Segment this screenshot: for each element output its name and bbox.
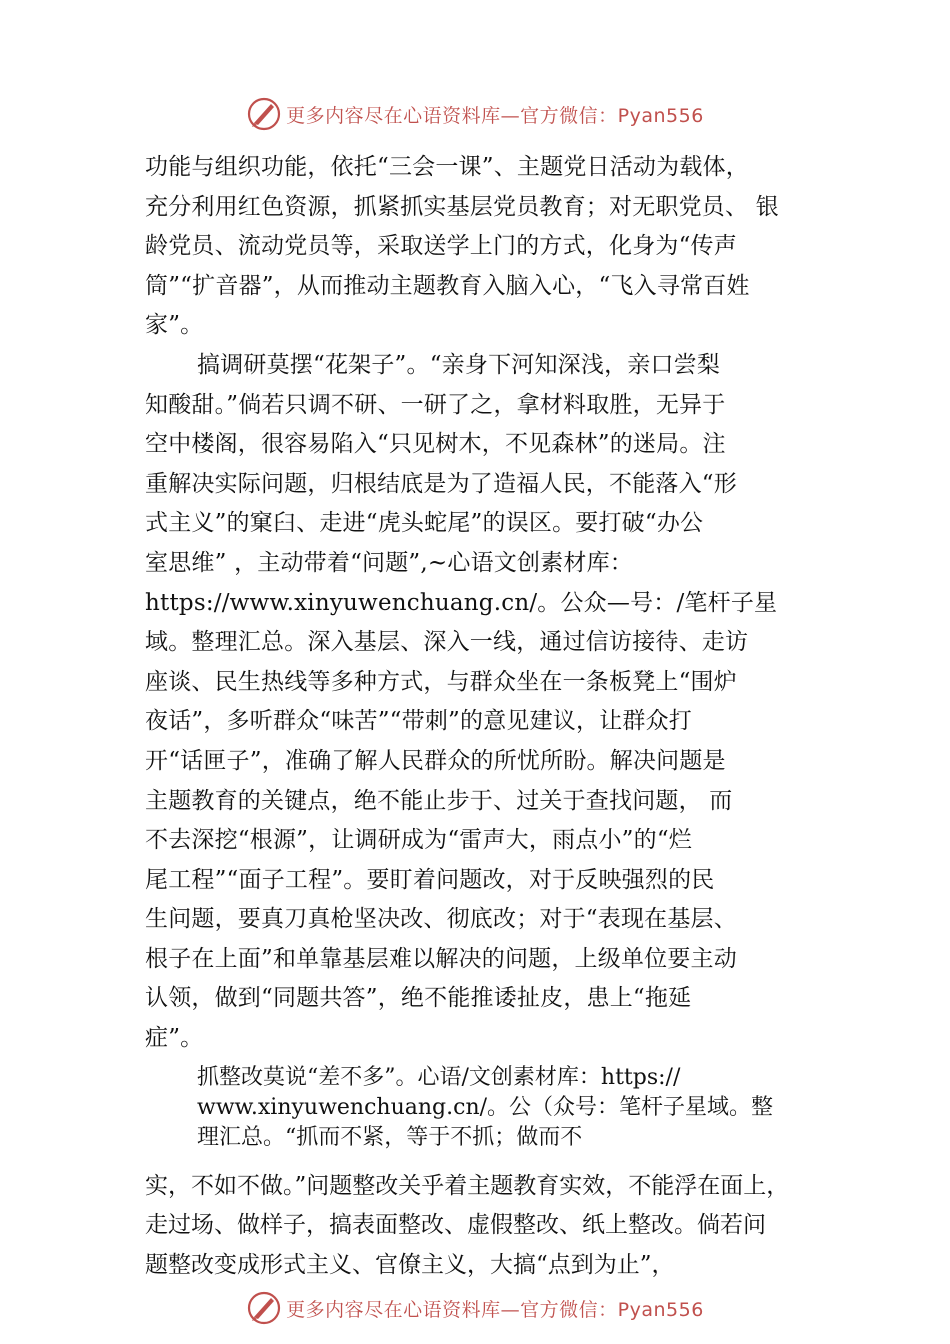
paragraph-2 [145, 346, 835, 1059]
text-line: www.xinyuwenchuang.cn/。公（众号：笔杆子星域。整 [197, 1094, 774, 1120]
text-line: 实，不如不做。”问题整改关乎着主题教育实效，不能浮在面上， [145, 1172, 790, 1199]
text-line: 生问题，要真刀真枪坚决改、彻底改；对于“表现在基层、 [145, 906, 737, 933]
text-line: 域。整理汇总。深入基层、深入一线，通过信访接待、走访 [145, 629, 749, 656]
document-body [145, 148, 835, 1285]
text-line: 不去深挖“根源”，让调研成为“雷声大，雨点小”的“烂 [145, 827, 692, 854]
text-line: 夜话”，多听群众“味苦”“带刺”的意见建议，让群众打 [145, 708, 692, 735]
text-line: 根子在上面”和单靠基层难以解决的问题，上级单位要主动 [145, 945, 737, 972]
text-line: 认领，做到“同题共答”，绝不能推诿扯皮，患上“拖延 [145, 985, 692, 1012]
text-line: 座谈、民生热线等多种方式，与群众坐在一条板凳上“围炉 [145, 668, 737, 695]
text-line: 空中楼阁，很容易陷入“只见树木，不见森林”的迷局。注 [145, 431, 726, 458]
text-line: 理汇总。“抓而不紧，等于不抓；做而不 [197, 1124, 583, 1150]
text-line: 功能与组织功能，依托“三会一课”、主题党日活动为载体， [145, 154, 749, 180]
text-line: 主题教育的关键点，绝不能止步于、过关于查找问题， 而 [145, 787, 733, 814]
pen-logo-icon [246, 1290, 282, 1326]
header-banner [0, 94, 950, 134]
pen-logo-icon [246, 96, 282, 132]
text-line: 走过场、做样子，搞表面整改、虚假整改、纸上整改。倘若问 [145, 1212, 766, 1239]
header-banner-id: Pyan556 [617, 104, 704, 127]
text-line: https://www.xinyuwenchuang.cn/。公众—号：/笔杆子星 [145, 589, 778, 616]
text-line: 筒”“扩音器”，从而推动主题教育入脑入心，“飞入寻常百姓 [145, 272, 750, 299]
text-line: 开“话匣子”，准确了解人民群众的所忧所盼。解决问题是 [145, 747, 726, 774]
text-line: 室思维” ，主动带着“问题”,~心语文创素材库： [145, 549, 633, 576]
paragraph-3 [145, 1063, 835, 1153]
text-line: 知酸甜。”倘若只调不研、一研了之，拿材料取胜，无异于 [145, 391, 726, 418]
text-line: 龄党员、流动党员等，采取送学上门的方式，化身为“传声 [145, 233, 737, 260]
header-banner-text: 更多内容尽在心语资料库—官方微信：Pyan556 [286, 104, 704, 127]
text-line: 家”。 [145, 312, 204, 339]
footer-banner [0, 1288, 950, 1328]
text-line: 重解决实际问题，归根结底是为了造福人民，不能落入“形 [145, 470, 737, 497]
text-line: 症”。 [145, 1025, 204, 1052]
text-line: 抓整改莫说“差不多”。心语/文创素材库：https:// [197, 1064, 681, 1090]
footer-banner-id: Pyan556 [617, 1298, 704, 1321]
text-line: 题整改变成形式主义、官僚主义，大搞“点到为止”， [145, 1251, 675, 1278]
text-line: 式主义”的窠臼、走进“虎头蛇尾”的误区。要打破“办公 [145, 510, 704, 537]
paragraph-4 [145, 1167, 835, 1286]
text-line: 搞调研莫摆“花架子”。“亲身下河知深浅，亲口尝梨 [197, 351, 721, 378]
footer-banner-text: 更多内容尽在心语资料库—官方微信：Pyan556 [286, 1298, 704, 1321]
text-line: 尾工程”“面子工程”。要盯着问题改，对于反映强烈的民 [145, 866, 715, 893]
text-line: 充分利用红色资源，抓紧抓实基层党员教育；对无职党员、 银 [145, 193, 779, 220]
paragraph-1 [145, 148, 835, 346]
